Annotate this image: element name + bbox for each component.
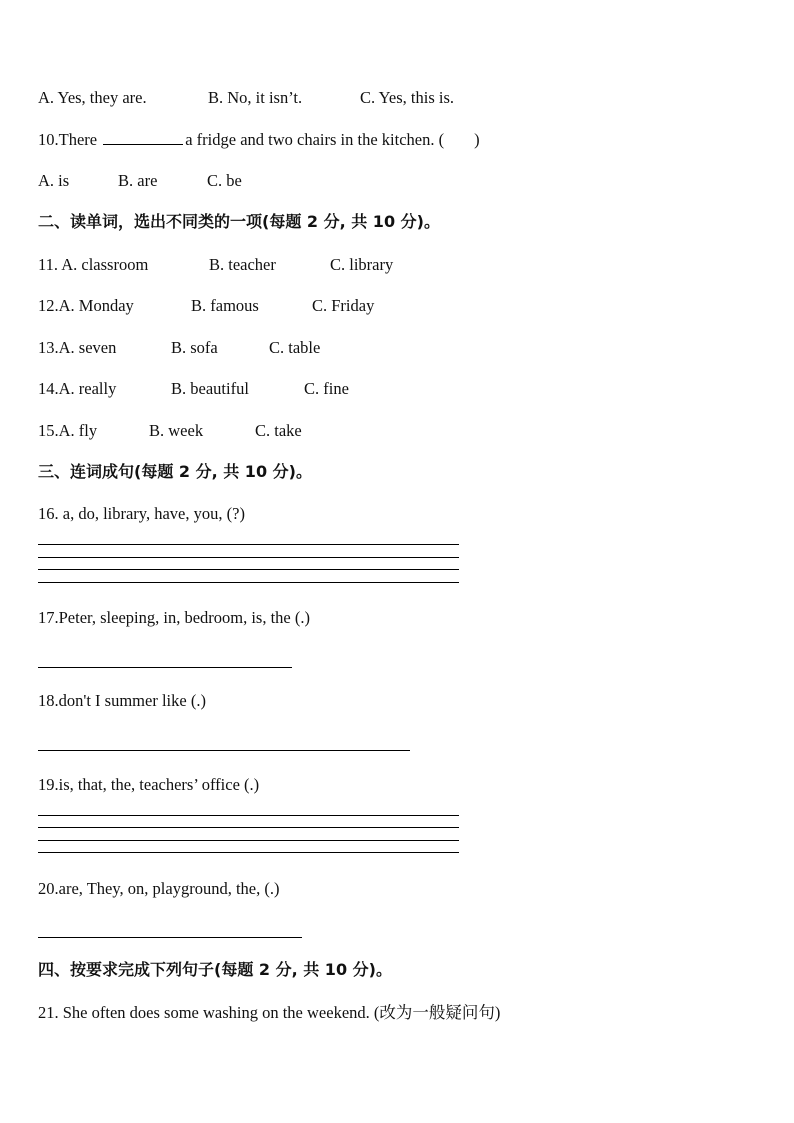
q10-question [38,130,480,150]
q10-option-b: B. are [118,171,158,190]
q11-option-b: B. teacher [209,255,276,274]
q17-answer-line[interactable] [38,667,292,668]
q16-answer-line-3[interactable] [38,569,459,570]
q15-option-b: B. week [149,421,204,440]
q14-option-b: B. beautiful [171,379,249,398]
q14-option-a: 14.A. really [38,379,117,398]
q11-option-c: C. library [330,255,394,274]
q12-option-c: C. Friday [312,296,375,315]
q20-answer-line[interactable] [38,937,302,938]
q13-option-a: 13.A. seven [38,338,117,357]
q17-prompt: 17.Peter, sleeping, in, bedroom, is, the (.) [38,608,310,627]
q10-blank[interactable] [103,130,183,145]
q21-prompt: 21. She often does some washing on the weekend. (改为一般疑问句) [38,1003,501,1022]
q16-prompt: 16. a, do, library, have, you, (?) [38,504,245,523]
q19-prompt: 19.is, that, the, teachers’ office (.) [38,775,260,794]
q16-answer-line-1[interactable] [38,544,459,545]
q19-answer-line-3[interactable] [38,840,459,841]
q13-option-b: B. sofa [171,338,218,357]
section4-title: 四、按要求完成下列句子(每题 2 分, 共 10 分)。 [38,960,392,979]
q10-text-pre: 10.There [38,130,98,149]
q19-answer-line-4[interactable] [38,852,459,853]
q11-option-a: 11. A. classroom [38,255,149,274]
q18-prompt: 18.don't I summer like (.) [38,691,206,710]
q12-option-b: B. famous [191,296,259,315]
q10-close-paren: ) [474,130,480,149]
q19-answer-line-2[interactable] [38,827,459,828]
q19-answer-line-1[interactable] [38,815,459,816]
q16-answer-line-2[interactable] [38,557,459,558]
q15-option-c: C. take [255,421,302,440]
section3-title: 三、连词成句(每题 2 分, 共 10 分)。 [38,462,312,481]
q13-option-c: C. table [269,338,321,357]
q9-option-a: A. Yes, they are. [38,88,147,107]
q10-option-c: C. be [207,171,242,190]
q18-answer-line[interactable] [38,750,410,751]
q20-prompt: 20.are, They, on, playground, the, (.) [38,879,280,898]
section2-title: 二、读单词，选出不同类的一项(每题 2 分, 共 10 分)。 [38,212,440,231]
q12-option-a: 12.A. Monday [38,296,134,315]
q9-option-c: C. Yes, this is. [360,88,454,107]
q16-answer-line-4[interactable] [38,582,459,583]
q10-text-post: a fridge and two chairs in the kitchen. ( [185,130,445,149]
q14-option-c: C. fine [304,379,349,398]
q15-option-a: 15.A. fly [38,421,98,440]
q10-option-a: A. is [38,171,70,190]
q9-option-b: B. No, it isn’t. [208,88,303,107]
